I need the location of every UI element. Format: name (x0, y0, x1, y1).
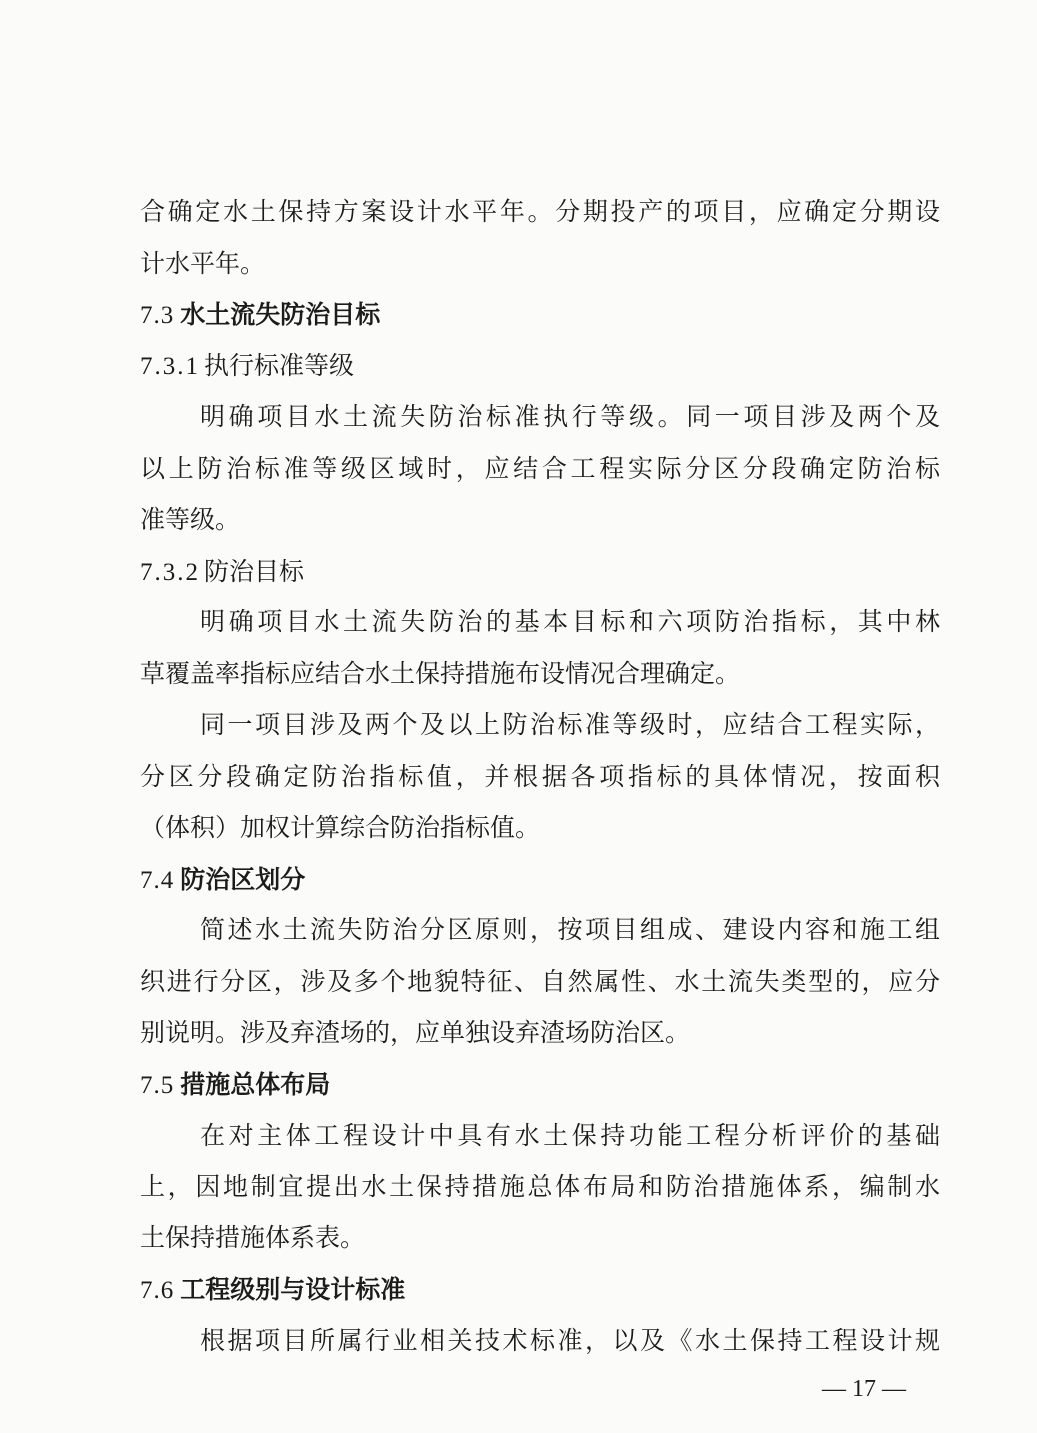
section-number: 7.3 (140, 302, 175, 329)
paragraph-line: 准等级。 (140, 505, 241, 534)
subsection-number: 7.3.2 (140, 559, 200, 586)
section-heading-7-3 (140, 298, 380, 333)
paragraph-line: 分区分段确定防治指标值，并根据各项指标的具体情况，按面积 (140, 762, 940, 791)
paragraph-line: 草覆盖率指标应结合水土保持措施布设情况合理确定。 (140, 659, 741, 688)
subsection-title: 防治目标 (204, 557, 305, 586)
section-number: 7.4 (140, 867, 175, 894)
section-number: 7.6 (140, 1277, 175, 1304)
paragraph-line: （体积）加权计算综合防治指标值。 (140, 813, 541, 842)
subsection-heading-7-3-1 (140, 349, 354, 384)
section-heading-7-6 (140, 1273, 405, 1308)
paragraph-line: 上，因地制宜提出水土保持措施总体布局和防治措施体系，编制水 (140, 1172, 940, 1201)
paragraph-line: 织进行分区，涉及多个地貌特征、自然属性、水土流失类型的，应分 (140, 967, 940, 996)
section-title: 工程级别与设计标准 (180, 1275, 406, 1304)
section-number: 7.5 (140, 1072, 175, 1099)
paragraph-line: 明确项目水土流失防治的基本目标和六项防治指标，其中林 (200, 607, 940, 636)
paragraph-line: 计水平年。 (140, 249, 266, 278)
paragraph-line: 明确项目水土流失防治标准执行等级。同一项目涉及两个及 (200, 402, 940, 431)
paragraph-line: 同一项目涉及两个及以上防治标准等级时，应结合工程实际， (200, 710, 940, 739)
section-title: 措施总体布局 (180, 1070, 331, 1099)
paragraph-line: 在对主体工程设计中具有水土保持功能工程分析评价的基础 (200, 1121, 940, 1150)
paragraph-line: 合确定水土保持方案设计水平年。分期投产的项目，应确定分期设 (140, 197, 940, 226)
subsection-title: 执行标准等级 (204, 351, 355, 380)
section-heading-7-5 (140, 1068, 330, 1103)
section-title: 防治区划分 (180, 865, 306, 894)
subsection-heading-7-3-2 (140, 555, 304, 590)
paragraph-line: 以上防治标准等级区域时，应结合工程实际分区分段确定防治标 (140, 454, 940, 483)
subsection-number: 7.3.1 (140, 353, 200, 380)
page-number: — 17 — (822, 1376, 906, 1402)
section-title: 水土流失防治目标 (180, 300, 381, 329)
section-heading-7-4 (140, 863, 305, 898)
paragraph-line: 别说明。涉及弃渣场的，应单独设弃渣场防治区。 (140, 1018, 691, 1047)
paragraph-line: 根据项目所属行业相关技术标准，以及《水土保持工程设计规 (200, 1326, 940, 1355)
paragraph-line: 简述水土流失防治分区原则，按项目组成、建设内容和施工组 (200, 915, 940, 944)
paragraph-line: 土保持措施体系表。 (140, 1223, 366, 1252)
